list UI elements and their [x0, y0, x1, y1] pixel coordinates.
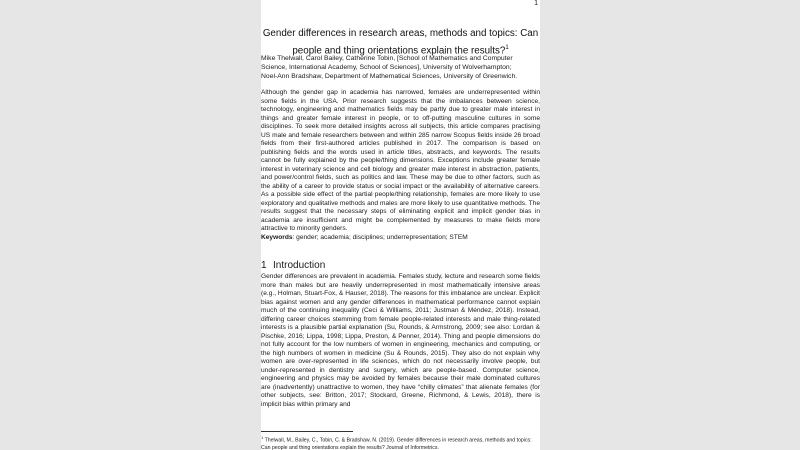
keywords	[261, 234, 540, 243]
keywords-label: Keywords	[261, 233, 293, 241]
section-heading	[261, 260, 540, 272]
author-list	[261, 54, 540, 81]
footnote-mark: 1	[261, 435, 264, 440]
introduction-paragraph: Gender differences are prevalent in academia. Females study, lecture and research some fields more than males but are heavily underrepresented in most mathematically intensive areas (e.g., Holman, Stuart-Fox, & Hauser, 2018). The reasons for this imbalance are unclear. Explicit bias against women and any gender differences in mathematical performance cannot explain much of the continuing inequality (Ceci & Williams, 2011; Justman & Méndez, 2018). Instead, differing career choices stemming from female people-related interests and male thing-related interests is a plausible partial explanation (Su, Rounds, & Armstrong, 2009; see also: Lordan & Pischke, 2016; Lippa, 1998; Lippa, Preston, & Penner, 2014). Thing and people dimensions do not fully account for the low numbers of women in engineering, mechanics and computing, or the high numbers of women in medicine (Su & Rounds, 2015). They also do not explain why women are over-represented in life sciences, which do not necessarily involve people, but under-represented in dentistry and surgery, which are people-based. Computer science, engineering and physics may be avoided by females because their male dominated cultures are (inadvertently) unattractive to women, they have “chilly climates” that alienate females (for other subjects, see: Britton, 2017; Stockard, Greene, Richmond, & Lewis, 2018), there is implicit bias within primary and	[261, 273, 540, 408]
author-line-2: Noel-Ann Bradshaw, Department of Mathematical Sciences, University of Greenwich.	[261, 73, 518, 80]
footnote-text: Thelwall, M., Bailey, C., Tobin, C. & Bradshaw, N. (2019). Gender differences in research areas, methods and topics: Can people and thing orientations explain the results? Journal of Informetrics.	[261, 437, 532, 450]
paper-title-text: Gender differences in research areas, methods and topics: Can people and thing orientations explain the results?	[262, 28, 539, 57]
section-number: 1	[261, 260, 267, 271]
section-title: Introduction	[273, 260, 326, 271]
title-footnote-mark[interactable]: 1	[505, 45, 509, 51]
introduction-body	[261, 273, 540, 409]
abstract	[261, 89, 540, 242]
footnote-divider	[261, 431, 353, 432]
author-line-1: Mike Thelwall, Carol Bailey, Catherine Tobin, [School of Mathematics and Computer Science, International Academy, School of Sciences], University of Wolverhampton;	[261, 55, 513, 71]
footnote	[261, 434, 540, 450]
paper-page	[261, 0, 540, 450]
abstract-text: Although the gender gap in academia has narrowed, females are underrepresented within some fields in the USA. Prior research suggests that the imbalances between science, technology, engineering and mathematics fields may be partly due to greater male interest in things and greater female interest in people, or to off-putting masculine cultures in some disciplines. To seek more detailed insights across all subjects, this article compares practising US male and female researchers between and within 285 narrow Scopus fields inside 26 broad fields from their first-authored articles published in 2017. The comparison is based on publishing fields and the words used in article titles, abstracts, and keywords. The results cannot be fully explained by the people/thing dimensions. Exceptions include greater female interest in veterinary science and cell biology and greater male interest in abstraction, patients, and power/control fields, such as politics and law. These may be due to other factors, such as the ability of a career to provide status or social impact or the availability of alternative careers. As a possible side effect of the partial people/thing relationship, females are more likely to use exploratory and qualitative methods and males are more likely to use quantitative methods. The results suggest that the necessary steps of eliminating explicit and implicit gender bias in academia are insufficient and might be complemented by measures to make fields more attractive to minority genders.	[261, 89, 540, 232]
page-number: 1	[534, 0, 538, 7]
keywords-list: : gender; academia; disciplines; underrepresentation; STEM	[292, 233, 468, 241]
